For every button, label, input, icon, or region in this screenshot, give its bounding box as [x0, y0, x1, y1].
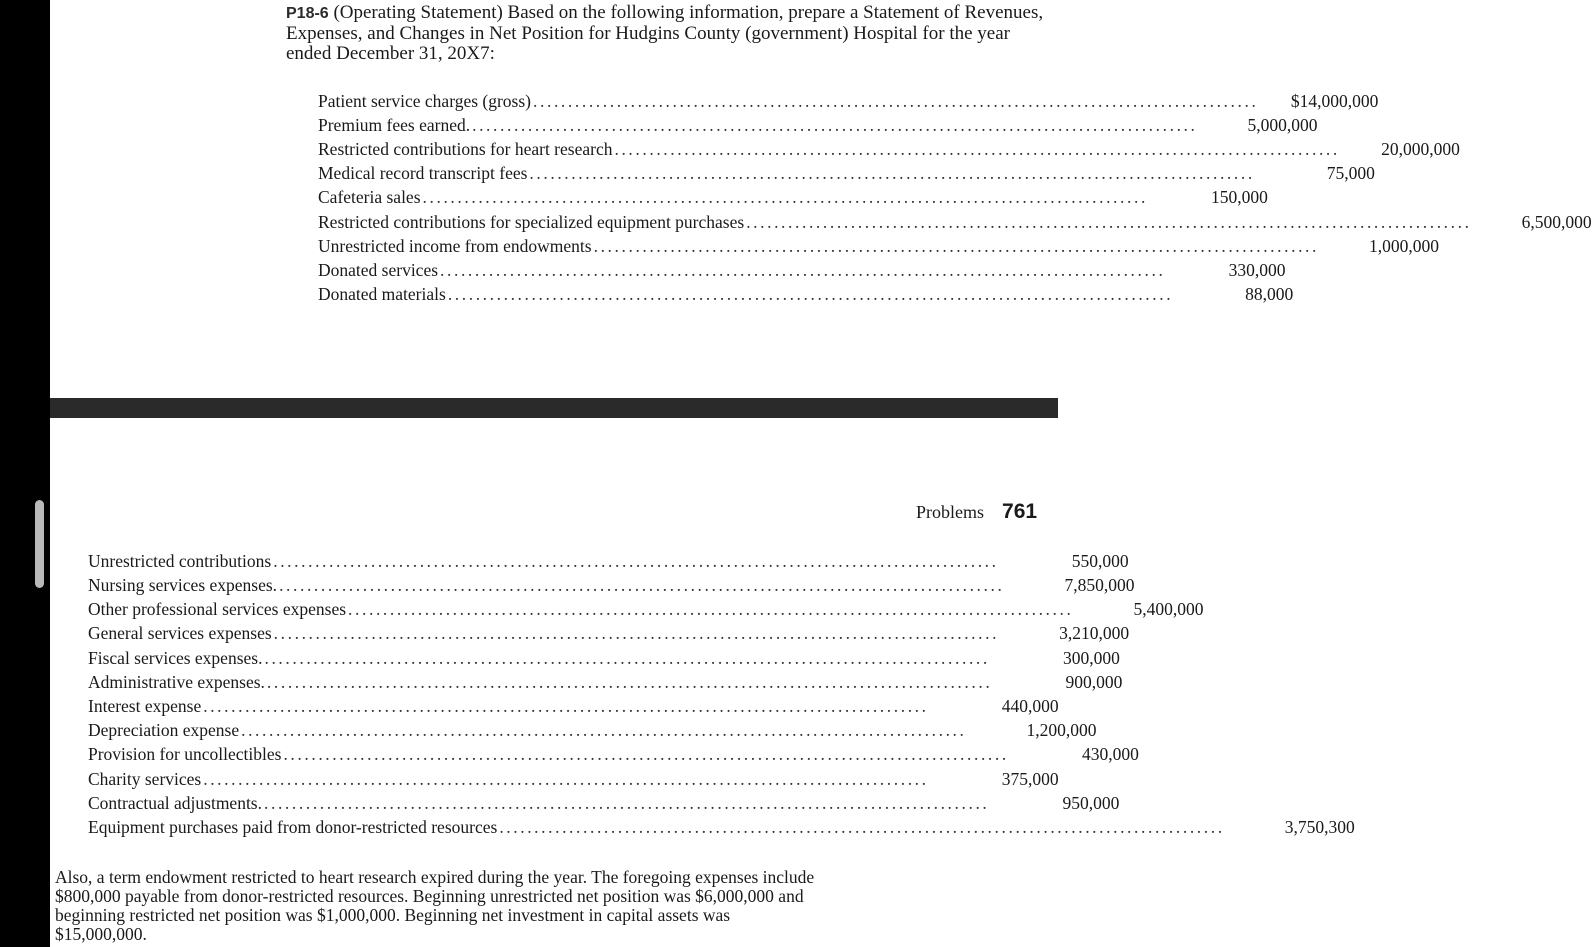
item-label: Equipment purchases paid from donor-restricted resources: [88, 817, 498, 837]
item-amount: 330,000: [1228, 260, 1286, 280]
item-amount: 88,000: [1245, 284, 1294, 304]
problem-text: (Operating Statement) Based on the following information, prepare a Statement of Revenues, Expenses, and Changes in Net Position for Hudgins County (government) Hospital for the year ended December 31, 20X7:: [286, 2, 1044, 64]
item-amount: 900,000: [1065, 672, 1123, 692]
item-label: Donated materials: [318, 284, 446, 304]
item-amount: 1,000,000: [1369, 236, 1440, 256]
item-label: Unrestricted contributions: [88, 551, 272, 571]
list-item: Depreciation expense ........................................................................................................ 1,200,000: [88, 720, 1097, 740]
item-amount: 20,000,000: [1381, 139, 1460, 159]
list-item: Restricted contributions for heart research ........................................................................................................ 20,000,000: [318, 139, 1460, 159]
item-amount: 1,200,000: [1026, 720, 1097, 740]
problem-number: P18-6: [286, 5, 329, 22]
list-item: Charity services ........................................................................................................ 375,000: [88, 769, 1059, 789]
item-amount: 5,000,000: [1247, 115, 1318, 135]
page-number: 761: [1002, 500, 1038, 523]
item-label: Provision for uncollectibles: [88, 744, 282, 764]
list-item: Interest expense ........................................................................................................ 440,000: [88, 696, 1059, 716]
item-label: Administrative expenses.: [88, 672, 265, 692]
list-item: Premium fees earned. ........................................................................................................ 5,000,000: [318, 115, 1318, 135]
item-amount: 550,000: [1071, 551, 1129, 571]
item-amount: 300,000: [1063, 648, 1120, 668]
item-amount: 440,000: [1001, 696, 1059, 716]
item-label: Unrestricted income from endowments: [318, 236, 592, 256]
item-amount: 75,000: [1326, 163, 1375, 183]
list-item: Patient service charges (gross) ........................................................................................................ $14,000,000: [318, 91, 1379, 111]
item-label: Donated services: [318, 260, 439, 280]
list-item: General services expenses ........................................................................................................ 3,210,000: [88, 623, 1130, 643]
item-label: Depreciation expense: [88, 720, 240, 740]
item-label: Restricted contributions for specialized equipment purchases: [318, 212, 745, 232]
item-amount: 7,850,000: [1064, 575, 1135, 595]
list-item: Restricted contributions for specialized equipment purchases ........................................................................................................ 6,500,000: [318, 212, 1592, 232]
item-amount: 6,500,000: [1521, 212, 1592, 232]
item-amount: 150,000: [1211, 187, 1268, 207]
list-item: Unrestricted contributions ........................................................................................................ 550,000: [88, 551, 1129, 571]
item-amount: 3,750,300: [1284, 817, 1355, 837]
list-item: Other professional services expenses ........................................................................................................ 5,400,000: [88, 599, 1204, 619]
section-title: Problems: [916, 502, 985, 522]
list-item: Medical record transcript fees ........................................................................................................ 75,000: [318, 163, 1375, 183]
list-item: Nursing services expenses. ........................................................................................................ 7,850,000: [88, 575, 1135, 595]
item-label: Charity services: [88, 769, 202, 789]
scrollbar-handle[interactable]: [35, 500, 44, 588]
item-label: Premium fees earned.: [318, 115, 471, 135]
item-label: Restricted contributions for heart research: [318, 139, 613, 159]
item-amount: 430,000: [1081, 744, 1139, 764]
item-amount: $14,000,000: [1290, 91, 1379, 111]
item-label: Nursing services expenses.: [88, 575, 278, 595]
item-label: Patient service charges (gross): [318, 91, 532, 111]
list-item: Donated materials ........................................................................................................ 88,000: [318, 284, 1294, 304]
page-divider: [50, 398, 1058, 418]
item-amount: 375,000: [1001, 769, 1059, 789]
item-label: General services expenses: [88, 623, 272, 643]
list-item: Donated services ........................................................................................................ 330,000: [318, 260, 1286, 280]
list-item: Unrestricted income from endowments ........................................................................................................ 1,000,000: [318, 236, 1440, 256]
item-amount: 5,400,000: [1133, 599, 1204, 619]
item-label: Medical record transcript fees: [318, 163, 528, 183]
item-label: Interest expense: [88, 696, 202, 716]
list-item: Fiscal services expenses. ........................................................................................................ 300,000: [88, 648, 1120, 668]
item-label: Fiscal services expenses.: [88, 648, 263, 668]
list-item: Administrative expenses. ........................................................................................................ 900,000: [88, 672, 1123, 692]
list-item: Equipment purchases paid from donor-restricted resources ........................................................................................................ 3,750,300: [88, 817, 1355, 837]
item-amount: 3,210,000: [1059, 623, 1130, 643]
page-header: [916, 500, 1037, 524]
left-dark-margin: [0, 0, 50, 947]
problem-statement: [286, 3, 1046, 64]
item-label: Other professional services expenses: [88, 599, 347, 619]
list-item: Provision for uncollectibles ........................................................................................................ 430,000: [88, 744, 1139, 764]
item-amount: 950,000: [1062, 793, 1120, 813]
list-item: Contractual adjustments. ........................................................................................................ 950,000: [88, 793, 1120, 813]
item-label: Cafeteria sales: [318, 187, 421, 207]
list-item: Cafeteria sales ........................................................................................................ 150,000: [318, 187, 1268, 207]
additional-information: Also, a term endowment restricted to heart research expired during the year. The foregoing expenses include $800,000 payable from donor-restricted resources. Beginning unrestricted net position was $6,000,000 and beginning restricted net position was $1,000,000. Beginning net investment in capital assets was $15,000,000.: [55, 867, 815, 944]
item-label: Contractual adjustments.: [88, 793, 262, 813]
